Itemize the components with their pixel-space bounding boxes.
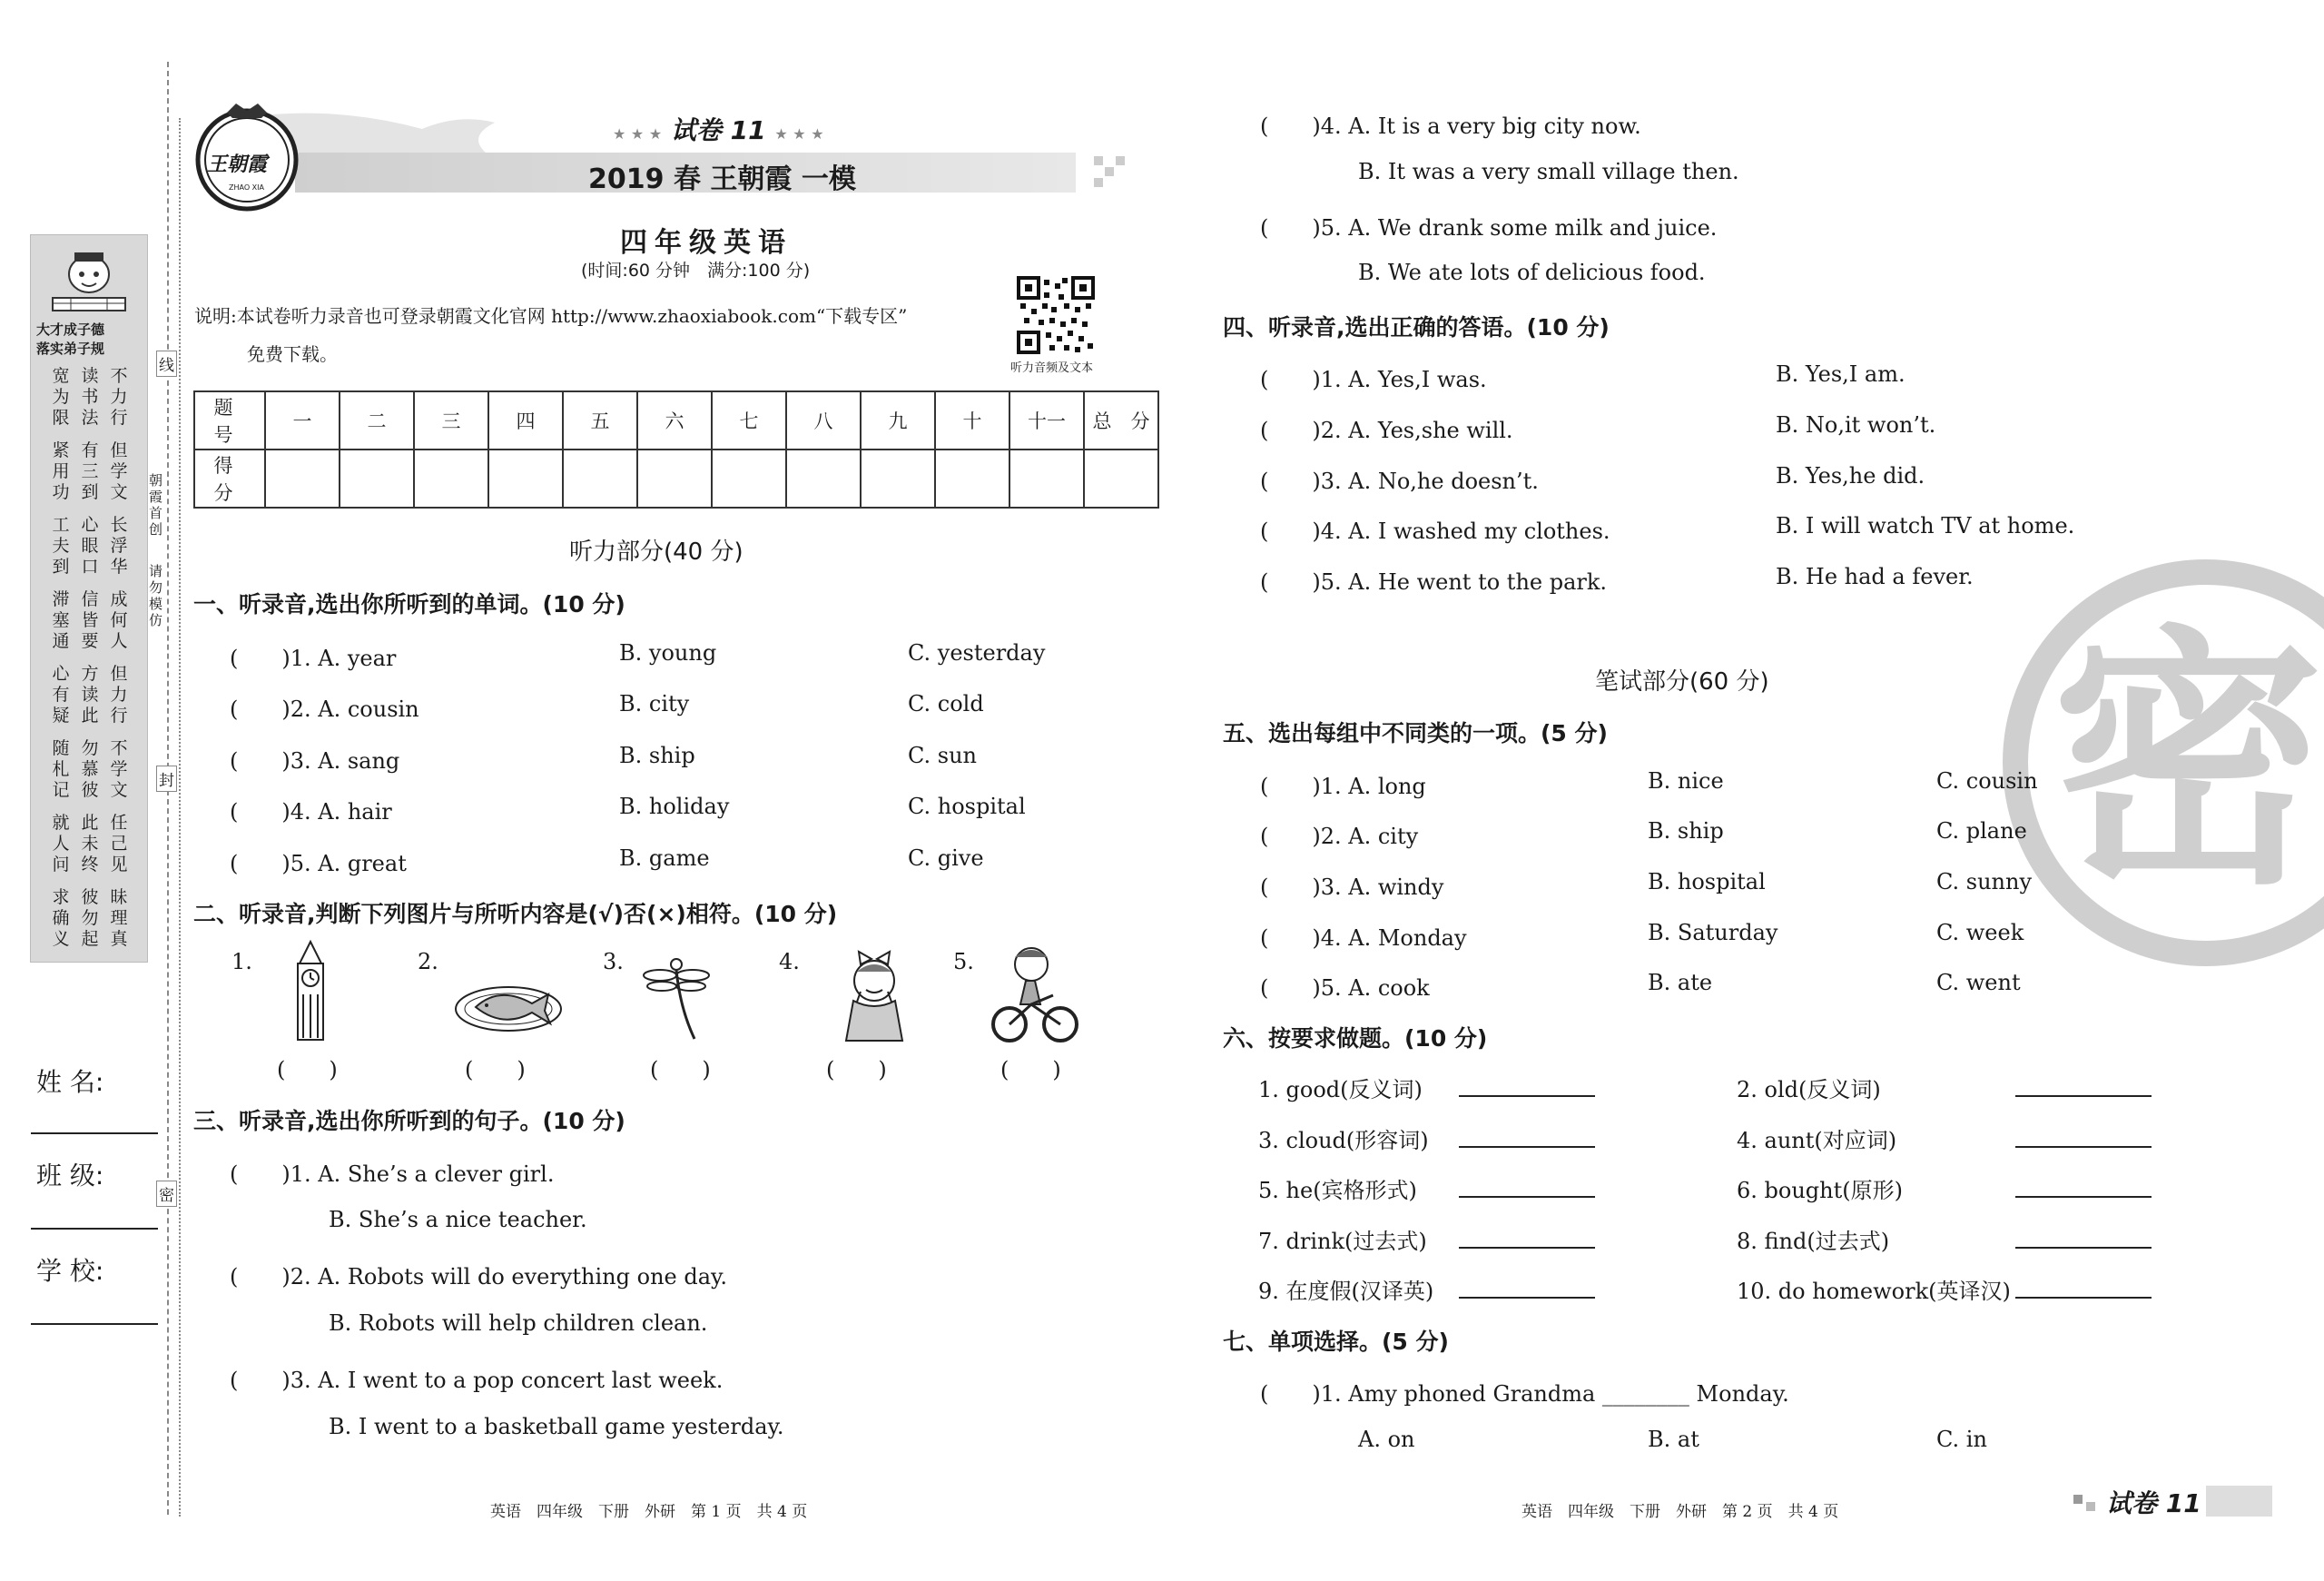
question-5-3[interactable]: ( )3. A. windy <box>1260 874 1444 900</box>
task-item: 1. good(反义词) <box>1258 1077 1423 1102</box>
score-table <box>193 390 1159 509</box>
score-table-col: 二 <box>340 391 414 450</box>
vertical-note-2: 请勿模仿 <box>149 563 163 628</box>
proverb-col: 勿慕彼 <box>81 738 99 800</box>
option-b[interactable]: B. She’s a nice teacher. <box>329 1207 587 1232</box>
cut-mark-3: 密 <box>156 1181 177 1207</box>
answer-bracket[interactable]: ( ) <box>826 1057 887 1082</box>
section-2-title: 二、听录音,判断下列图片与所听内容是(√)否(×)相符。(10 分) <box>193 901 838 927</box>
proverb-col: 读书法 <box>81 366 99 428</box>
option-b[interactable]: B. Yes,I am. <box>1776 361 1905 387</box>
class-field[interactable] <box>31 1228 158 1230</box>
option-c[interactable]: C. plane <box>1936 818 2027 844</box>
score-table-col: 总 分 <box>1084 391 1158 450</box>
confidential-watermark <box>1997 554 2324 972</box>
option-b[interactable]: B. Saturday <box>1648 920 1778 945</box>
proverb-col: 此未终 <box>81 813 99 874</box>
score-table-col: 五 <box>563 391 637 450</box>
score-table-col: 十 <box>935 391 1009 450</box>
question-5-1[interactable]: ( )1. A. long <box>1260 774 1426 799</box>
proverb-col: 有三到 <box>81 440 99 502</box>
answer-bracket[interactable]: ( ) <box>650 1057 711 1082</box>
option-b[interactable]: B. ship <box>619 743 695 768</box>
question-5-2[interactable]: ( )2. A. city <box>1260 824 1419 849</box>
answer-blank[interactable] <box>1459 1146 1595 1148</box>
picture-number: 3. <box>603 949 624 974</box>
tab-decoration <box>2073 1495 2083 1504</box>
question-3-1[interactable]: ( )1. A. She’s a clever girl. <box>230 1161 555 1187</box>
score-table-col: 八 <box>786 391 861 450</box>
answer-blank[interactable] <box>2015 1196 2152 1198</box>
proverb-col: 就人问 <box>52 813 70 874</box>
option-b[interactable]: B. ate <box>1648 970 1713 995</box>
writing-title: 笔试部分(60 分) <box>1595 668 1769 696</box>
score-table-col: 三 <box>414 391 488 450</box>
qr-caption: 听力音频及文本 <box>1010 361 1094 375</box>
option-b[interactable]: B. It was a very small village then. <box>1358 159 1739 184</box>
mascot-icon <box>44 240 134 331</box>
option-c[interactable]: C. cold <box>908 691 984 716</box>
score-cell[interactable] <box>265 450 340 508</box>
option-b[interactable]: B. at <box>1648 1427 1699 1452</box>
vertical-note-1: 朝霞首创 <box>149 472 163 538</box>
question-5-5[interactable]: ( )5. A. cook <box>1260 975 1430 1001</box>
listening-title: 听力部分(40 分) <box>569 539 743 566</box>
sick-girl-icon <box>833 944 915 1042</box>
proverb-col: 心有疑 <box>52 664 70 726</box>
section-3-title: 三、听录音,选出你所听到的句子。(10 分) <box>193 1108 625 1134</box>
score-table-col: 一 <box>265 391 340 450</box>
proverb-col: 任己见 <box>110 813 128 874</box>
task-item: 9. 在度假(汉译英) <box>1258 1279 1434 1304</box>
answer-blank[interactable] <box>2015 1247 2152 1249</box>
score-cell[interactable] <box>1084 450 1158 508</box>
score-cell[interactable] <box>414 450 488 508</box>
question-1-3[interactable]: ( )3. A. sang <box>230 748 400 774</box>
proverb-col: 但力行 <box>110 664 128 726</box>
option-b[interactable]: B. city <box>619 691 690 716</box>
proverb-col: 紧用功 <box>52 440 70 502</box>
fish-plate-icon <box>454 976 563 1034</box>
proverb-col: 信皆要 <box>81 589 99 651</box>
answer-blank[interactable] <box>2015 1297 2152 1299</box>
proverb-col: 工夫到 <box>52 515 70 577</box>
score-table-col: 九 <box>861 391 935 450</box>
score-table-col: 四 <box>488 391 563 450</box>
task-item: 4. aunt(对应词) <box>1737 1128 1897 1153</box>
task-item: 5. he(宾格形式) <box>1258 1178 1417 1203</box>
proverb-col: 昧理真 <box>110 887 128 949</box>
answer-bracket[interactable]: ( ) <box>465 1057 526 1082</box>
brand-logo <box>191 100 303 212</box>
option-b[interactable]: B. Yes,he did. <box>1776 463 1925 489</box>
page-footer-left: 英语 四年级 下册 外研 第 1 页 共 4 页 <box>490 1503 808 1521</box>
binding-line-2 <box>179 118 181 1517</box>
cut-mark-1: 线 <box>156 351 177 377</box>
proverb-col: 彼勿起 <box>81 887 99 949</box>
proverb-col: 求确义 <box>52 887 70 949</box>
exam-title: 2019 春 王朝霞 一模 <box>588 163 856 195</box>
question-4-4[interactable]: ( )4. A. I washed my clothes. <box>1260 519 1610 544</box>
option-b[interactable]: B. nice <box>1648 768 1724 794</box>
logo-text: 王朝霞 <box>207 153 268 176</box>
proverb-col: 成何人 <box>110 589 128 651</box>
score-cell[interactable] <box>935 450 1009 508</box>
option-b[interactable]: B. No,it won’t. <box>1776 412 1936 438</box>
answer-bracket[interactable]: ( ) <box>277 1057 338 1082</box>
score-table-col: 七 <box>712 391 786 450</box>
section-6-title: 六、按要求做题。(10 分) <box>1223 1025 1488 1052</box>
task-item: 7. drink(过去式) <box>1258 1229 1427 1254</box>
answer-blank[interactable] <box>1459 1247 1595 1249</box>
cut-mark-2: 封 <box>156 766 177 792</box>
paper-tab <box>2061 1482 2272 1518</box>
option-c[interactable]: C. went <box>1936 970 2021 995</box>
sidebar-slogan-2: 落实弟子规 <box>36 341 105 357</box>
task-item: 3. cloud(形容词) <box>1258 1128 1429 1153</box>
option-b[interactable]: B. I will watch TV at home. <box>1776 513 2075 539</box>
proverb-col: 不力行 <box>110 366 128 428</box>
proverb-col: 宽为限 <box>52 366 70 428</box>
proverb-col: 长浮华 <box>110 515 128 577</box>
score-table-row <box>194 391 1158 450</box>
option-b[interactable]: B. young <box>619 640 717 666</box>
score-cell[interactable] <box>786 450 861 508</box>
option-c[interactable]: C. sun <box>908 743 977 768</box>
watermark-text: 密 <box>2052 604 2324 921</box>
score-cell[interactable] <box>340 450 414 508</box>
proverb-col: 方读此 <box>81 664 99 726</box>
section-5-title: 五、选出每组中不同类的一项。(5 分) <box>1223 720 1608 746</box>
task-item: 2. old(反义词) <box>1737 1077 1881 1102</box>
dragonfly-icon <box>640 954 713 1041</box>
picture-number: 1. <box>231 949 252 974</box>
score-cell[interactable] <box>861 450 935 508</box>
score-cell[interactable] <box>488 450 563 508</box>
option-b[interactable]: B. ship <box>1648 818 1724 844</box>
proverb-col: 但学文 <box>110 440 128 502</box>
score-table-header: 题 号 <box>194 391 265 450</box>
logo-subtext: ZHAO XIA <box>229 183 264 192</box>
question-4-3[interactable]: ( )3. A. No,he doesn’t. <box>1260 469 1539 494</box>
answer-blank[interactable] <box>1459 1196 1595 1198</box>
subject-title: 四年级英语 <box>620 227 793 259</box>
proverb-col: 随札记 <box>52 738 70 800</box>
time-info: (时间:60 分钟 满分:100 分) <box>581 261 811 281</box>
option-c[interactable]: C. week <box>1936 920 2024 945</box>
class-label: 班 级: <box>36 1161 104 1191</box>
picture-number: 5. <box>953 949 974 974</box>
answer-blank[interactable] <box>2015 1095 2152 1097</box>
score-table-col: 十一 <box>1009 391 1084 450</box>
picture-number: 2. <box>418 949 438 974</box>
option-b[interactable]: B. Robots will help children clean. <box>329 1310 708 1336</box>
section-1-title: 一、听录音,选出你所听到的单词。(10 分) <box>193 591 625 618</box>
option-c[interactable]: C. in <box>1936 1427 1987 1452</box>
sidebar-proverbs <box>51 366 134 947</box>
option-b[interactable]: B. I went to a basketball game yesterday. <box>329 1414 784 1439</box>
question-3-3[interactable]: ( )3. A. I went to a pop concert last week. <box>230 1368 724 1393</box>
score-table-col: 六 <box>637 391 712 450</box>
section-7-title: 七、单项选择。(5 分) <box>1223 1329 1449 1355</box>
question-4-1[interactable]: ( )1. A. Yes,I was. <box>1260 367 1487 392</box>
question-1-1[interactable]: ( )1. A. year <box>230 646 397 671</box>
question-3-4[interactable]: ( )4. A. It is a very big city now. <box>1260 114 1641 139</box>
picture-number: 4. <box>779 949 800 974</box>
instruction-note: 说明:本试卷听力录音也可登录朝霞文化官网 http://www.zhaoxiabook.com“下载专区” <box>194 305 908 327</box>
star-icon: ★ ★ ★ <box>774 125 824 143</box>
option-b[interactable]: B. hospital <box>1648 869 1766 894</box>
paper-number <box>613 111 824 147</box>
instruction-note-2: 免费下载。 <box>247 343 338 365</box>
qr-code-icon[interactable] <box>1017 276 1095 354</box>
answer-blank[interactable] <box>2015 1146 2152 1148</box>
option-c[interactable]: C. give <box>908 845 984 871</box>
sidebar-slogan-1: 大才成子德 <box>36 321 105 338</box>
paper-number-text: 试卷 11 <box>670 115 766 145</box>
page-footer-right: 英语 四年级 下册 外研 第 2 页 共 4 页 <box>1521 1503 1839 1521</box>
question-7-1[interactable]: ( )1. Amy phoned Grandma ________ Monday. <box>1260 1381 1789 1407</box>
tab-decoration <box>2086 1502 2095 1511</box>
paper-tab-label: 试卷 11 <box>2106 1488 2201 1518</box>
question-4-5[interactable]: ( )5. A. He went to the park. <box>1260 569 1608 595</box>
question-4-2[interactable]: ( )2. A. Yes,she will. <box>1260 418 1513 443</box>
question-5-4[interactable]: ( )4. A. Monday <box>1260 925 1467 951</box>
school-label: 学 校: <box>36 1256 104 1286</box>
question-1-5[interactable]: ( )5. A. great <box>230 851 407 876</box>
answer-bracket[interactable]: ( ) <box>1000 1057 1061 1082</box>
proverb-col: 滞塞通 <box>52 589 70 651</box>
section-4-title: 四、听录音,选出正确的答语。(10 分) <box>1223 314 1610 341</box>
question-1-2[interactable]: ( )2. A. cousin <box>230 697 419 722</box>
sidebar <box>0 0 172 1581</box>
question-3-2[interactable]: ( )2. A. Robots will do everything one day. <box>230 1264 728 1290</box>
score-table-row <box>194 450 1158 508</box>
tab-background <box>2206 1486 2272 1517</box>
option-c[interactable]: C. yesterday <box>908 640 1046 666</box>
option-b[interactable]: B. game <box>619 845 710 871</box>
name-label: 姓 名: <box>36 1067 104 1097</box>
proverb-col: 不学文 <box>110 738 128 800</box>
clock-tower-icon <box>289 940 332 1042</box>
option-c[interactable]: C. sunny <box>1936 869 2033 894</box>
score-cell[interactable] <box>563 450 637 508</box>
page-divider <box>1180 54 1181 1526</box>
option-c[interactable]: C. cousin <box>1936 768 2038 794</box>
option-b[interactable]: B. holiday <box>619 794 730 819</box>
bike-rider-icon <box>990 944 1080 1044</box>
star-icon: ★ ★ ★ <box>613 125 663 143</box>
score-cell[interactable] <box>637 450 712 508</box>
score-cell[interactable] <box>712 450 786 508</box>
task-item: 6. bought(原形) <box>1737 1178 1903 1203</box>
score-table-header: 得 分 <box>194 450 265 508</box>
school-field[interactable] <box>31 1323 158 1325</box>
task-item: 8. find(过去式) <box>1737 1229 1890 1254</box>
option-b[interactable]: B. He had a fever. <box>1776 564 1974 589</box>
option-a[interactable]: A. on <box>1358 1427 1415 1452</box>
score-cell[interactable] <box>1009 450 1084 508</box>
option-b[interactable]: B. We ate lots of delicious food. <box>1358 260 1706 285</box>
answer-blank[interactable] <box>1459 1095 1595 1097</box>
proverb-col: 心眼口 <box>81 515 99 577</box>
option-c[interactable]: C. hospital <box>908 794 1026 819</box>
answer-blank[interactable] <box>1459 1297 1595 1299</box>
question-1-4[interactable]: ( )4. A. hair <box>230 799 392 825</box>
question-3-5[interactable]: ( )5. A. We drank some milk and juice. <box>1260 215 1718 241</box>
task-item: 10. do homework(英译汉) <box>1737 1279 2011 1304</box>
name-field[interactable] <box>31 1132 158 1134</box>
